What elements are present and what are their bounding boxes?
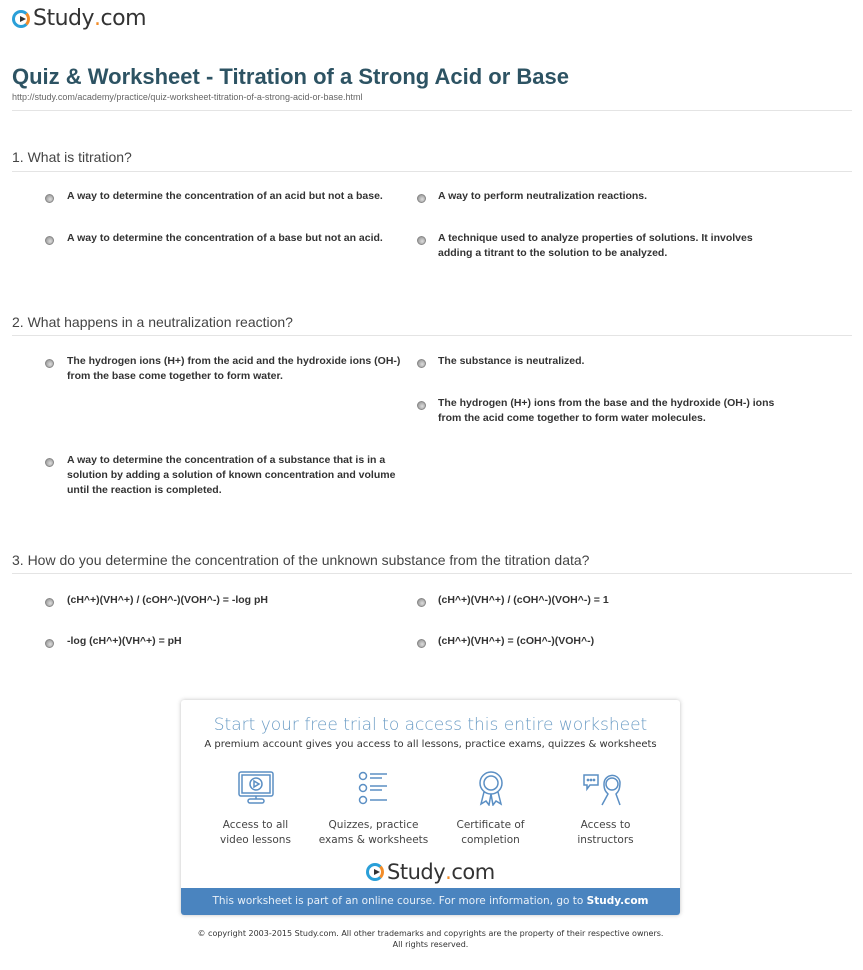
certificate-icon — [471, 770, 511, 806]
logo-text: Study — [33, 6, 95, 31]
feature-label: Certificate of — [456, 819, 525, 831]
question-heading: 2. What happens in a neutralization reaction? — [12, 314, 293, 330]
answer-option: (cH^+)(VH^+) = (cOH^-)(VOH^-) — [438, 635, 595, 647]
answer-option: The hydrogen ions (H+) from the acid and the hydroxide ions (OH-) from the base come together to form water. — [67, 355, 401, 382]
feature-certificate — [428, 770, 553, 848]
answer-option: (cH^+)(VH^+) / (cOH^-)(VOH^-) = 1 — [438, 594, 609, 606]
copyright-line: © copyright 2003-2015 Study.com. All other trademarks and copyrights are the property of their respective owners. — [197, 929, 664, 938]
logo-dot: . — [445, 860, 452, 884]
promo-subtitle: A premium account gives you access to all lessons, practice exams, quizzes & worksheets — [204, 739, 657, 750]
radio-button[interactable] — [45, 194, 54, 203]
bar-text: This worksheet is part of an online course. For more information, go to — [212, 895, 587, 907]
instructor-icon — [582, 770, 630, 806]
radio-button[interactable] — [417, 639, 426, 648]
feature-label: instructors — [577, 834, 634, 846]
feature-label: exams & worksheets — [318, 834, 429, 846]
divider — [12, 573, 852, 574]
quiz-list-icon — [354, 770, 394, 806]
answer-option: A technique used to analyze properties of solutions. It involves adding a titrant to the solution to be analyzed. — [438, 232, 753, 259]
course-info-bar — [181, 888, 680, 915]
divider — [12, 335, 852, 336]
promo-study-logo — [366, 860, 495, 884]
divider — [12, 110, 852, 111]
radio-button[interactable] — [417, 598, 426, 607]
feature-video-lessons — [193, 770, 318, 848]
radio-button[interactable] — [417, 359, 426, 368]
answer-option: A way to determine the concentration of a substance that is in a solution by adding a solution of known concentration and volume until the reaction is completed. — [67, 454, 396, 496]
logo-text: Study — [387, 860, 446, 884]
play-logo-icon — [12, 10, 30, 28]
answer-option: The substance is neutralized. — [438, 355, 585, 367]
answer-option: -log (cH^+)(VH^+) = pH — [67, 635, 182, 647]
free-trial-promo[interactable] — [181, 700, 680, 915]
logo-tld: com — [451, 860, 495, 884]
logo-tld: com — [100, 6, 147, 31]
radio-button[interactable] — [45, 598, 54, 607]
feature-quizzes — [311, 770, 436, 848]
answer-option: The hydrogen (H+) ions from the base and the hydroxide (OH-) ions from the acid come together to form water molecules. — [438, 397, 775, 424]
question-heading: 3. How do you determine the concentration of the unknown substance from the titration data? — [12, 552, 590, 568]
logo-dot: . — [94, 6, 101, 31]
answer-option: (cH^+)(VH^+) / (cOH^-)(VOH^-) = -log pH — [67, 594, 268, 606]
radio-button[interactable] — [45, 639, 54, 648]
radio-button[interactable] — [417, 401, 426, 410]
feature-label: completion — [461, 834, 520, 846]
question-heading: 1. What is titration? — [12, 149, 132, 165]
radio-button[interactable] — [45, 359, 54, 368]
copyright — [181, 928, 680, 950]
feature-label: Access to — [580, 819, 631, 831]
page-url[interactable]: http://study.com/academy/practice/quiz-worksheet-titration-of-a-strong-acid-or-base.html — [12, 92, 363, 102]
feature-label: Quizzes, practice — [328, 819, 419, 831]
radio-button[interactable] — [417, 236, 426, 245]
video-lesson-icon — [236, 770, 276, 806]
page-title: Quiz & Worksheet - Titration of a Strong Acid or Base — [12, 64, 569, 89]
feature-label: Access to all — [222, 819, 289, 831]
promo-title: Start your free trial to access this entire worksheet — [213, 715, 648, 735]
feature-label: video lessons — [220, 834, 291, 846]
feature-instructors — [543, 770, 668, 848]
divider — [12, 171, 852, 172]
answer-option: A way to perform neutralization reactions. — [438, 190, 648, 202]
copyright-line: All rights reserved. — [392, 940, 469, 949]
play-logo-icon — [366, 863, 384, 881]
answer-option: A way to determine the concentration of a base but not an acid. — [67, 232, 383, 244]
radio-button[interactable] — [45, 236, 54, 245]
study-link[interactable]: Study.com — [586, 895, 649, 907]
study-logo[interactable] — [12, 6, 146, 31]
radio-button[interactable] — [45, 458, 54, 467]
answer-option: A way to determine the concentration of an acid but not a base. — [67, 190, 383, 202]
radio-button[interactable] — [417, 194, 426, 203]
